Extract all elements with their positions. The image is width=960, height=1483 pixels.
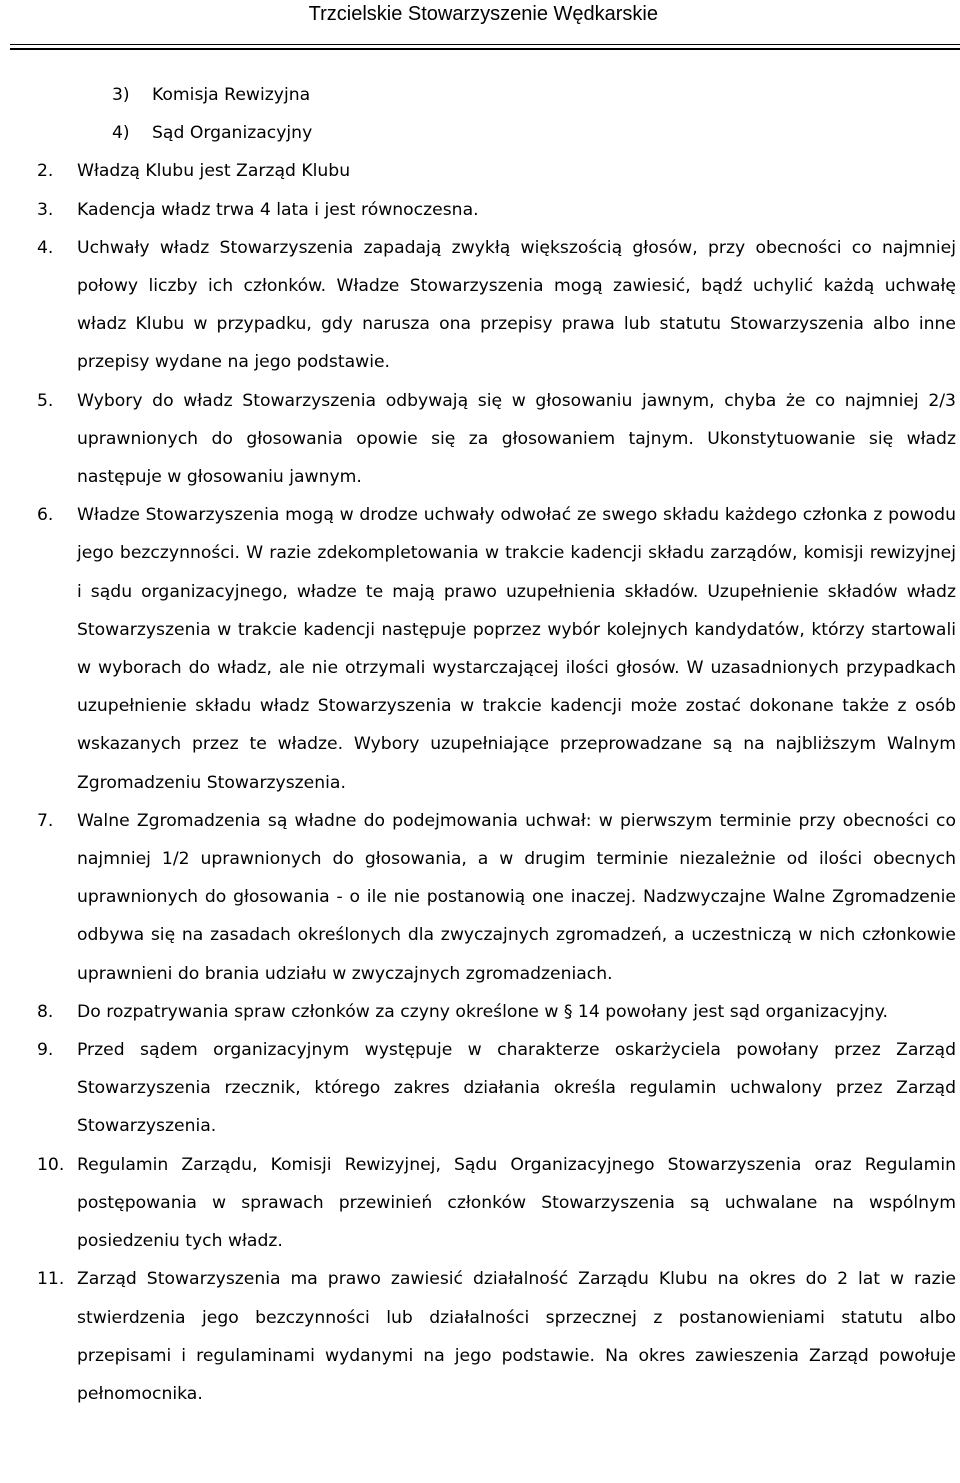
list-item-text: Sąd Organizacyjny [152,123,313,144]
list-item-number: 9. [37,1040,54,1061]
list-item [0,1260,960,1413]
list-item-text: Przed sądem organizacyjnym występuje w charakterze oskarżyciela powołany przez Zarząd Stowarzyszenia rzecznik, którego zakres działania określa regulamin uchwalony przez Zarząd Stowarzyszenia. [77,1040,956,1137]
list-item-number: 3. [37,199,54,220]
list-item-text: Regulamin Zarządu, Komisji Rewizyjnej, Sądu Organizacyjnego Stowarzyszenia oraz Regulamin postępowania w sprawach przewinień członków Stowarzyszenia są uchwalane na wspólnym posiedzeniu tych władz. [77,1154,956,1252]
list-item-number: 7. [37,810,54,831]
list-item-text: Władzą Klubu jest Zarząd Klubu [77,161,351,182]
header-rule [10,44,960,45]
list-item [0,191,960,229]
list-item-number: 2. [37,161,54,182]
list-item [0,993,960,1031]
list-item-text: Do rozpatrywania spraw członków za czyny określone w § 14 powołany jest sąd organizacyjny. [77,1001,888,1022]
list-item [0,114,960,152]
list-item [0,76,960,114]
list-item-text: Komisja Rewizyjna [152,85,311,105]
list-item-text: Zarząd Stowarzyszenia ma prawo zawiesić działalność Zarządu Klubu na okres do 2 lat w razie stwierdzenia jego bezczynności lub działalności sprzecznej z postanowieniami statutu albo przepisami i regulaminami wydanymi na jego podstawie. Na okres zawieszenia Zarząd powołuje pełnomocnika. [77,1269,956,1404]
list-item-number: 8. [37,1001,54,1022]
list-item-text: Kadencja władz trwa 4 lata i jest równoczesna. [77,199,479,220]
list-item-text: Uchwały władz Stowarzyszenia zapadają zwykłą większością głosów, przy obecności co najmniej połowy liczby ich członków. Władze Stowarzyszenia mogą zawiesić, bądź uchylić każdą uchwałę władz Klubu w przypadku, gdy narusza ona przepisy prawa lub statutu Stowarzyszenia albo inne przepisy wydane na jego podstawie. [77,237,956,373]
header-rule-thick [10,48,960,50]
page-header [0,0,960,46]
list-item-text: Władze Stowarzyszenia mogą w drodze uchwały odwołać ze swego składu każdego członka z powodu jego bezczynności. W razie zdekompletowania w trakcie kadencji składu zarządów, komisji rewizyjnej i sądu organizacyjnego, władze te mają prawo uzupełnienia składów. Uzupełnienie składów władz Stowarzyszenia w trakcie kadencji następuje poprzez wybór kolejnych kandydatów, którzy startowali w wyborach do władz, ale nie otrzymali wystarczającej ilości głosów. W uzasadnionych przypadkach uzupełnienie składu władz Stowarzyszenia w trakcie kadencji może zostać dokonane także z osób wskazanych przez te władze. Wybory uzupełniające przeprowadzane są na najbliższym Walnym Zgromadzeniu Stowarzyszenia. [77,505,956,793]
list-item-text: Wybory do władz Stowarzyszenia odbywają się w głosowaniu jawnym, chyba że co najmniej 2/3 uprawnionych do głosowania opowie się za głosowaniem tajnym. Ukonstytuowanie się władz następuje w głosowaniu jawnym. [77,390,956,488]
list-item-number: 6. [37,505,54,526]
list-item [0,1031,960,1146]
list-item-number: 5. [37,390,54,411]
header-title: Trzcielskie Stowarzyszenie Wędkarskie [308,3,658,25]
list-item [0,152,960,190]
list-item [0,496,960,802]
list-item [0,382,960,497]
list-item-number: 4) [112,123,130,144]
list-item-number: 11. [37,1269,65,1290]
document-body [0,76,960,1413]
list-item-number: 4. [37,237,54,258]
list-item-text: Walne Zgromadzenia są władne do podejmowania uchwał: w pierwszym terminie przy obecności co najmniej 1/2 uprawnionych do głosowania, a w drugim terminie niezależnie od ilości obecnych uprawnionych do głosowania - o ile nie postanowią one inaczej. Nadzwyczajne Walne Zgromadzenie odbywa się na zasadach określonych dla zwyczajnych zgromadzeń, a uczestniczą w nich członkowie uprawnieni do brania udziału w zwyczajnych zgromadzeniach. [77,810,956,984]
list-item-number: 3) [112,85,130,105]
list-item [0,802,960,993]
list-item-number: 10. [37,1154,65,1175]
list-item [0,229,960,382]
list-item [0,1146,960,1261]
